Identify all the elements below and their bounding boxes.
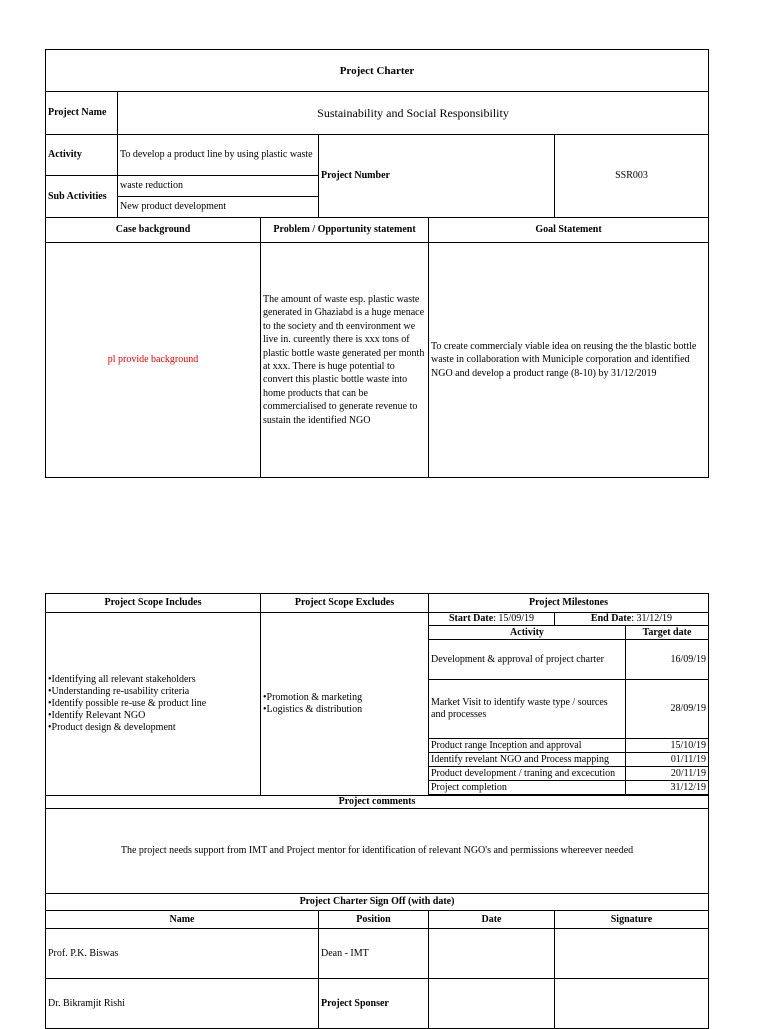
end-date-value: : 31/12/19 xyxy=(631,613,673,624)
end-date-label: End Date xyxy=(590,613,632,624)
list-item: • Understanding re-usability criteria xyxy=(48,686,258,698)
project-charter-table xyxy=(45,49,709,478)
scope-includes-header: Project Scope Includes xyxy=(46,594,261,613)
problem-statement-text: The amount of waste esp. plastic waste generated in Ghaziabd is a huge menace to the society and th eenvironment we live in. cureently there is xxx tons of plastic bottle waste generated per month at xxx. There is huge potential to convert this plastic bottle waste into home products that can be commercialised to generate revenue to sustain the identified NGO xyxy=(261,243,429,478)
milestone-activity: Project completion xyxy=(429,781,626,795)
signoff-name: Dr. Bikramjit Rishi xyxy=(46,979,319,1029)
list-item: • Identify Relevant NGO xyxy=(48,710,258,722)
signoff-date xyxy=(429,979,555,1029)
signoff-signature xyxy=(555,979,709,1029)
milestone-activity: Identify revelant NGO and Process mapping xyxy=(429,753,626,767)
signoff-position: Dean - IMT xyxy=(319,929,429,979)
goal-statement-text: To create commercialy viable idea on reusing the the blastic bottle waste in collaboration with Municiple corporation and identified NGO and develop a product range (8-10) by 31/12/2019 xyxy=(429,243,709,478)
milestone-activity: Development & approval of project charter xyxy=(429,640,626,680)
milestone-activity: Market Visit to identify waste type / sources and processes xyxy=(429,680,626,739)
signoff-position-header: Position xyxy=(319,911,429,929)
list-item: • Promotion & marketing xyxy=(263,692,426,704)
sub-activity-item: New product development xyxy=(118,197,319,218)
list-item: • Identifying all relevant stakeholders xyxy=(48,674,258,686)
start-date-label: Start Date xyxy=(449,613,494,624)
table-row xyxy=(46,979,709,1029)
milestone-date: 16/09/19 xyxy=(626,640,709,680)
sub-activity-item: waste reduction xyxy=(118,176,319,197)
project-number-label: Project Number xyxy=(319,135,555,218)
signoff-header: Project Charter Sign Off (with date) xyxy=(46,894,709,911)
list-item: • Identify possible re-use & product line xyxy=(48,698,258,710)
activity-label: Activity xyxy=(46,135,118,176)
signoff-name: Prof. P.K. Biswas xyxy=(46,929,319,979)
project-number-value: SSR003 xyxy=(555,135,709,218)
scope-excludes-list xyxy=(261,613,429,796)
sub-activities-label: Sub Activities xyxy=(46,176,118,218)
activity-value: To develop a product line by using plastic waste xyxy=(118,135,319,176)
milestone-date: 31/12/19 xyxy=(626,781,709,795)
signoff-date xyxy=(429,929,555,979)
list-item: • Logistics & distribution xyxy=(263,704,426,716)
project-scope-table xyxy=(45,593,709,1029)
problem-statement-header: Problem / Opportunity statement xyxy=(261,218,429,243)
start-date-value: : 15/09/19 xyxy=(493,613,534,624)
case-background-text: pl provide background xyxy=(46,243,261,478)
project-comments-text: The project needs support from IMT and Project mentor for identification of relevant NGO's and permissions whereever needed xyxy=(46,809,709,894)
scope-excludes-header: Project Scope Excludes xyxy=(261,594,429,613)
milestone-target-header: Target date xyxy=(626,626,709,640)
project-name-value: Sustainability and Social Responsibility xyxy=(118,92,709,135)
milestone-activity: Product range Inception and approval xyxy=(429,739,626,753)
list-item: • Product design & development xyxy=(48,722,258,734)
signoff-signature-header: Signature xyxy=(555,911,709,929)
table-row xyxy=(46,929,709,979)
milestones-header: Project Milestones xyxy=(429,594,709,613)
milestone-date: 15/10/19 xyxy=(626,739,709,753)
scope-includes-list xyxy=(46,613,261,796)
signoff-signature xyxy=(555,929,709,979)
end-date xyxy=(555,613,709,626)
goal-statement-header: Goal Statement xyxy=(429,218,709,243)
milestone-date: 28/09/19 xyxy=(626,680,709,739)
signoff-position: Project Sponser xyxy=(319,979,429,1029)
signoff-date-header: Date xyxy=(429,911,555,929)
milestone-activity: Product development / traning and excecution xyxy=(429,767,626,781)
start-date xyxy=(429,613,555,626)
milestone-date: 01/11/19 xyxy=(626,753,709,767)
project-name-label: Project Name xyxy=(46,92,118,135)
milestone-date: 20/11/19 xyxy=(626,767,709,781)
case-background-header: Case background xyxy=(46,218,261,243)
project-comments-header: Project comments xyxy=(46,796,709,809)
signoff-name-header: Name xyxy=(46,911,319,929)
charter-title: Project Charter xyxy=(46,50,709,92)
milestone-activity-header: Activity xyxy=(429,626,626,640)
